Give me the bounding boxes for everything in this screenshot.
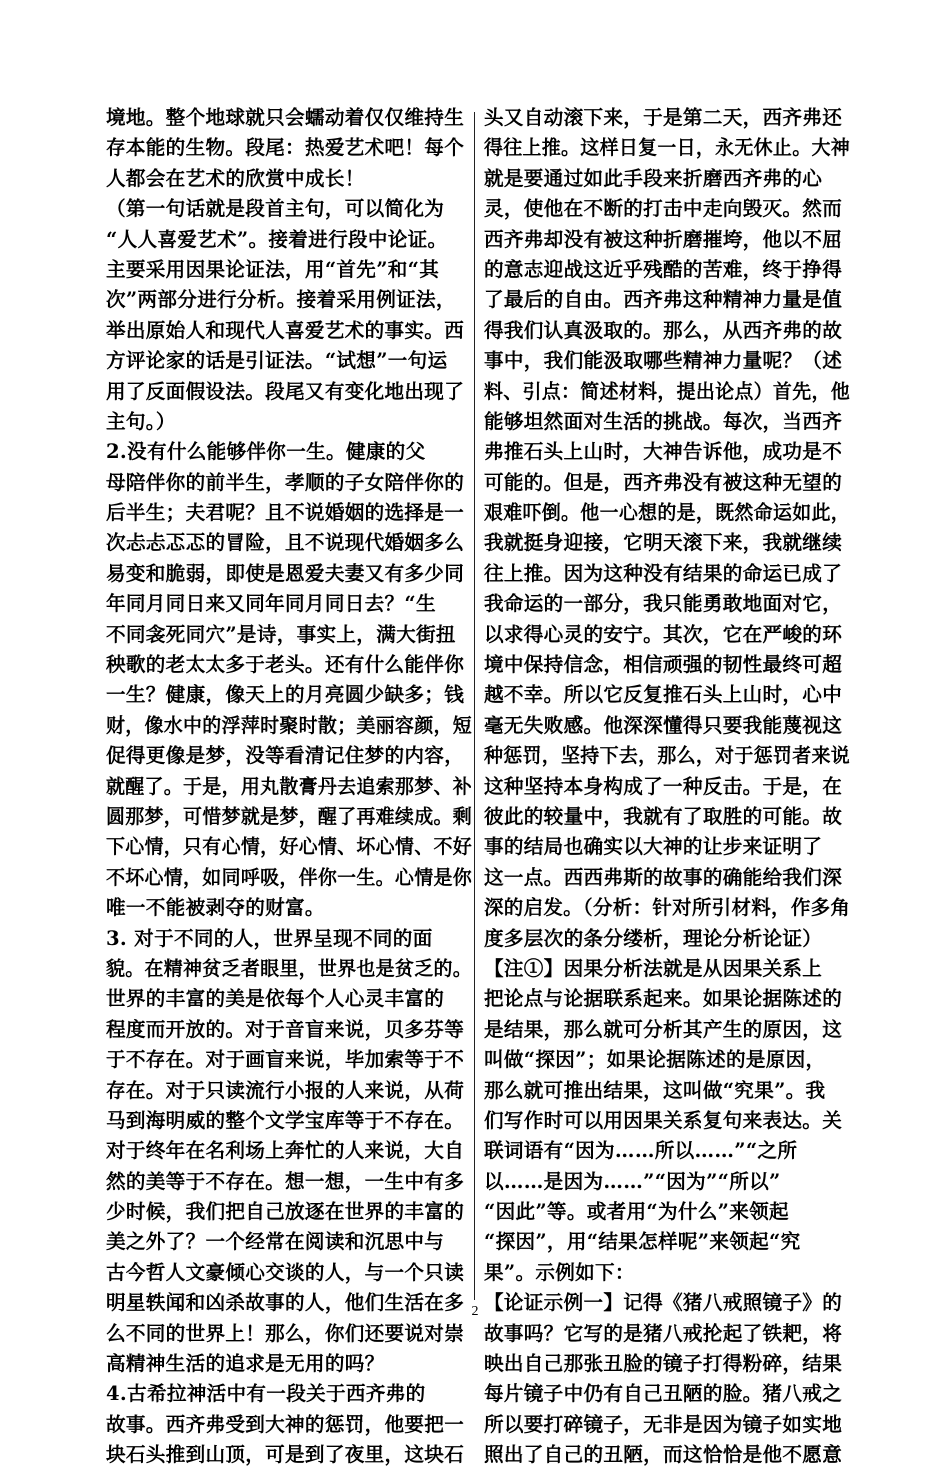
text-line: 一生？健康，像天上的月亮圆少缺多；钱 — [106, 683, 465, 707]
text-line: 年同月同日来又同年同月同日去？“生 — [106, 592, 436, 616]
text-line: 灵，使他在不断的打击中走向毁灭。然而 — [484, 197, 843, 221]
text-line: 高精神生活的追求是无用的吗？ — [106, 1352, 385, 1376]
text-line: 唯一不能被剥夺的财富。 — [106, 896, 325, 920]
text-line: “因此”等。或者用“为什么”来领起 — [484, 1200, 789, 1224]
page-number: 2 — [471, 1304, 479, 1319]
text-line: 块石头推到山顶，可是到了夜里，这块石 — [106, 1443, 465, 1467]
text-line: 映出自己那张丑脸的镜子打得粉碎，结果 — [484, 1352, 843, 1376]
text-line: 圆那梦，可惜梦就是梦，醒了再难续成。剩 — [106, 804, 472, 828]
text-line: 以求得心灵的安宁。其次，它在严峻的环 — [484, 622, 843, 646]
text-line: 【论证示例一】记得《猪八戒照镜子》的 — [484, 1291, 843, 1315]
text-line: 所以要打碎镜子，无非是因为镜子如实地 — [484, 1412, 843, 1436]
text-line: 境中保持信念，相信顽强的韧性最终可超 — [484, 653, 843, 677]
text-line: 4.古希拉神活中有一段关于西齐弗的 — [106, 1382, 426, 1406]
text-line: 不同衾死同穴”是诗，事实上，满大街扭 — [106, 622, 456, 646]
text-line: 越不幸。所以它反复推石头上山时，心中 — [484, 683, 843, 707]
text-line: 2.没有什么能够伴你一生。健康的父 — [106, 440, 426, 464]
text-line: 事的结局也确实以大神的让步来证明了 — [484, 835, 823, 859]
text-line: 故事。西齐弗受到大神的惩罚，他要把一 — [106, 1412, 465, 1436]
text-line: 后半生；夫君呢？且不说婚姻的选择是一 — [106, 501, 465, 525]
text-line: 这种坚持本身构成了一种反击。于是，在 — [484, 774, 843, 798]
text-line: 古今哲人文豪倾心交谈的人，与一个只读 — [106, 1260, 465, 1284]
text-line: 我命运的一部分，我只能勇敢地面对它， — [484, 592, 843, 616]
text-line: 程度而开放的。对于音盲来说，贝多芬等 — [106, 1017, 465, 1041]
column-divider — [474, 112, 475, 1300]
text-line: 联词语有“因为……所以……”“之所 — [484, 1139, 798, 1163]
text-line: “探因”，用“结果怎样呢”来领起“究 — [484, 1230, 801, 1254]
text-line: 这一点。西西弗斯的故事的确能给我们深 — [484, 865, 843, 889]
text-line: 么不同的世界上！那么，你们还要说对崇 — [106, 1321, 465, 1345]
text-line: 世界的丰富的美是依每个人心灵丰富的 — [106, 987, 445, 1011]
text-line: 明星轶闻和凶杀故事的人，他们生活在多 — [106, 1291, 465, 1315]
text-line: 弗推石头上山时，大神告诉他，成功是不 — [484, 440, 843, 464]
text-line: 次”两部分进行分析。接着采用例证法， — [106, 288, 456, 312]
text-line: 3. 对于不同的人，世界呈现不同的面 — [106, 926, 433, 950]
text-line: 种惩罚，坚持下去，那么，对于惩罚者来说 — [484, 744, 850, 768]
text-line: 照出了自己的丑陋，而这恰恰是他不愿意 — [484, 1443, 843, 1467]
text-line: 不坏心情，如同呼吸，伴你一生。心情是你 — [106, 865, 472, 889]
text-line: 以……是因为……”“因为”“所以” — [484, 1169, 781, 1193]
text-line: 艰难吓倒。他一心想的是，既然命运如此， — [484, 501, 850, 525]
text-line: 就是要通过如此手段来折磨西齐弗的心 — [484, 166, 823, 190]
text-line: 财，像水中的浮萍时聚时散；美丽容颜，短 — [106, 713, 472, 737]
text-line: 于不存在。对于画盲来说，毕加索等于不 — [106, 1048, 465, 1072]
text-line: 美之外了？一个经常在阅读和沉思中与 — [106, 1230, 445, 1254]
text-line: 深的启发。（分析：针对所引材料，作多角 — [484, 896, 851, 920]
text-line: 境地。整个地球就只会蠕动着仅仅维持生 — [106, 106, 465, 129]
text-line: 【注①】因果分析法就是从因果关系上 — [484, 956, 823, 980]
text-line: 头又自动滚下来，于是第二天，西齐弗还 — [484, 106, 843, 129]
left-column — [106, 103, 472, 1471]
text-line: 主句。） — [106, 409, 176, 433]
text-line: “人人喜爱艺术”。接着进行段中论证。 — [106, 227, 448, 251]
text-line: 料、引点：简述材料，提出论点）首先，他 — [484, 379, 850, 403]
text-line: 存在。对于只读流行小报的人来说，从荷 — [106, 1078, 465, 1102]
text-line: 了最后的自由。西齐弗这种精神力量是值 — [484, 288, 843, 312]
text-line: 可能的。但是，西齐弗没有被这种无望的 — [484, 470, 843, 494]
text-line: 我就挺身迎接，它明天滚下来，我就继续 — [484, 531, 843, 555]
text-line: 存本能的生物。段尾：热爱艺术吧！每个 — [106, 136, 465, 160]
text-line: 事中，我们能汲取哪些精神力量呢？（述 — [484, 349, 843, 373]
text-line: 对于终年在名利场上奔忙的人来说，大自 — [106, 1139, 465, 1163]
text-line: 们写作时可以用因果关系复句来表达。关 — [484, 1108, 843, 1132]
text-line: 西齐弗却没有被这种折磨摧垮，他以不屈 — [484, 227, 843, 251]
text-line: 促得更像是梦，没等看清记住梦的内容， — [106, 744, 465, 768]
text-line: 方评论家的话是引证法。“试想”一句运 — [106, 349, 448, 373]
text-line: 故事吗？它写的是猪八戒抡起了铁耙，将 — [484, 1321, 843, 1345]
text-line: 秧歌的老太太多于老头。还有什么能伴你 — [106, 653, 465, 677]
text-line: 貌。在精神贫乏者眼里，世界也是贫乏的。 — [106, 956, 472, 980]
text-line: 得往上推。这样日复一日，永无休止。大神 — [484, 136, 850, 160]
text-line: 下心情，只有心情，好心情、坏心情、不好 — [106, 835, 472, 859]
text-line: 每片镜子中仍有自己丑陋的脸。猪八戒之 — [484, 1382, 843, 1406]
text-line: 毫无失败感。他深深懂得只要我能蔑视这 — [484, 713, 843, 737]
text-line: 得我们认真汲取的。那么，从西齐弗的故 — [484, 318, 843, 342]
text-line: 就醒了。于是，用丸散膏丹去追索那梦、补 — [106, 774, 472, 798]
text-line: （第一句话就是段首主句，可以简化为 — [106, 197, 445, 221]
text-line: 是结果，那么就可分析其产生的原因，这 — [484, 1017, 843, 1041]
text-line: 用了反面假设法。段尾又有变化地出现了 — [106, 379, 465, 403]
text-line: 主要采用因果论证法，用“首先”和“其 — [106, 257, 440, 281]
text-line: 母陪伴你的前半生，孝顺的子女陪伴你的 — [106, 470, 465, 494]
text-line: 把论点与论据联系起来。如果论据陈述的 — [484, 987, 843, 1011]
text-line: 举出原始人和现代人喜爱艺术的事实。西 — [106, 318, 465, 342]
text-line: 彼此的较量中，我就有了取胜的可能。故 — [484, 804, 843, 828]
text-line: 那么就可推出结果，这叫做“究果”。我 — [484, 1078, 826, 1102]
right-column — [484, 103, 850, 1471]
text-line: 的意志迎战这近乎残酷的苦难，终于挣得 — [484, 257, 843, 281]
text-line: 能够坦然面对生活的挑战。每次，当西齐 — [484, 409, 843, 433]
text-line: 次忐忐忑忑的冒险，且不说现代婚姻多么 — [106, 531, 465, 555]
text-line: 易变和脆弱，即使是恩爱夫妻又有多少同 — [106, 561, 465, 585]
text-line: 叫做“探因”；如果论据陈述的是原因， — [484, 1048, 826, 1072]
text-line: 马到海明威的整个文学宝库等于不存在。 — [106, 1108, 465, 1132]
text-line: 人都会在艺术的欣赏中成长！ — [106, 166, 365, 190]
text-line: 度多层次的条分缕析，理论分析论证） — [484, 926, 823, 950]
text-line: 往上推。因为这种没有结果的命运已成了 — [484, 561, 843, 585]
text-line: 然的美等于不存在。想一想，一生中有多 — [106, 1169, 465, 1193]
text-line: 果”。示例如下： — [484, 1260, 635, 1284]
text-line: 少时候，我们把自己放逐在世界的丰富的 — [106, 1200, 465, 1224]
